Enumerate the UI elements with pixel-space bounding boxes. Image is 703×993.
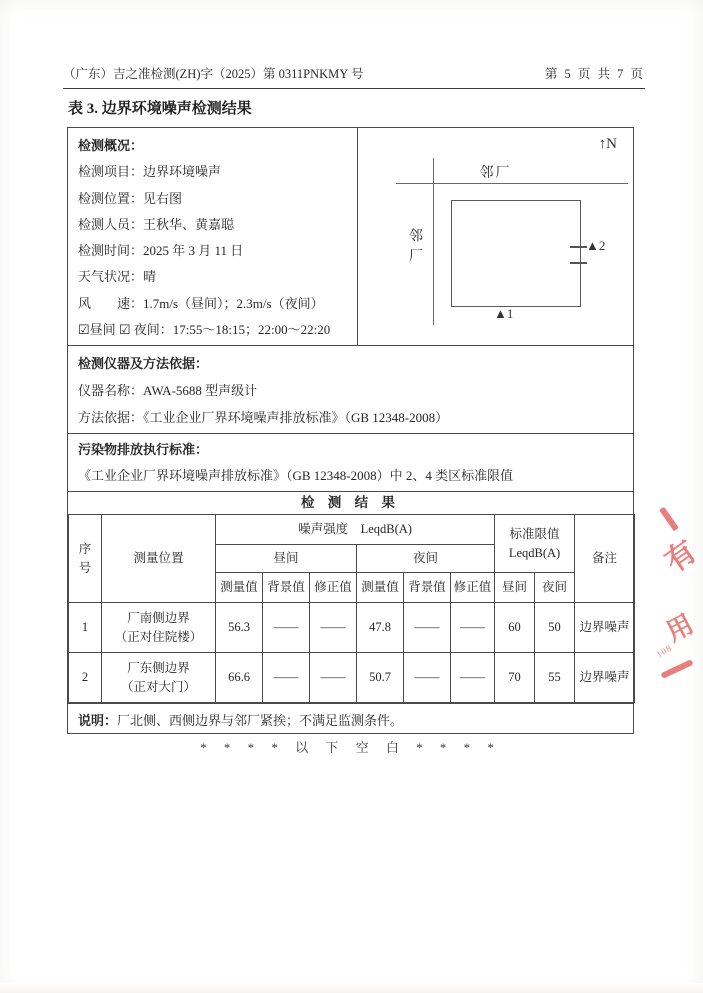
- row2-night-corrected: ——: [451, 653, 495, 703]
- site-diagram: [358, 128, 633, 345]
- method-basis: 方法依据：《工业企业厂界环境噪声排放标准》（GB 12348-2008）: [78, 410, 449, 425]
- overview-line-location: 检测位置：见右图: [78, 190, 183, 206]
- row1-day-background: ——: [263, 603, 310, 653]
- diagram-vertical-line: [433, 158, 434, 325]
- row1-night-background: ——: [404, 603, 451, 653]
- results-table: [68, 514, 635, 703]
- col-header-remark: 备注: [575, 515, 635, 603]
- standards-line: 《工业企业厂界环境噪声排放标准》（GB 12348-2008）中 2、4 类区标准限值: [78, 468, 514, 483]
- row2-day-corrected: ——: [310, 653, 357, 703]
- col-header-night-background: 背景值: [404, 573, 451, 603]
- instrument-name: 仪器名称：AWA-5688 型声级计: [78, 383, 258, 398]
- row2-remark: 边界噪声: [575, 653, 635, 703]
- row2-night-background: ——: [404, 653, 451, 703]
- north-arrow-icon: ↑N: [598, 136, 617, 152]
- measure-point-1-marker: ▲1: [494, 306, 514, 321]
- stamp-char-top: 有: [659, 534, 703, 579]
- overview-line-project: 检测项目：边界环境噪声: [78, 164, 222, 180]
- results-title: 检 测 结 果: [68, 491, 633, 514]
- table-title: 表 3. 边界环境噪声检测结果: [68, 101, 252, 117]
- neighbor-factory-top-label: 邻厂: [479, 166, 512, 181]
- row2-day-measured: 66.6: [216, 653, 263, 703]
- overview-heading: 检测概况：: [78, 138, 144, 153]
- row2-seq: 2: [69, 653, 102, 703]
- report-table: [67, 127, 634, 734]
- row1-limit-day: 60: [495, 603, 535, 653]
- factory-boundary-rectangle: [451, 200, 581, 307]
- neighbor-factory-left-label: 邻厂: [407, 228, 422, 268]
- overview-line-weather: 天气状况：晴: [78, 269, 157, 285]
- row1-seq: 1: [69, 603, 102, 653]
- overview-line-times: ☑昼间 ☑ 夜间：17:55～18:15；22:00～22:20: [78, 322, 331, 338]
- col-header-night: 夜间: [357, 545, 495, 573]
- row1-limit-night: 50: [535, 603, 575, 653]
- overview-line-personnel: 检测人员：王秋华、黄嘉聪: [78, 216, 235, 232]
- col-header-limit: 标准限值 LeqdB(A): [495, 515, 575, 573]
- row2-day-background: ——: [263, 653, 310, 703]
- measure-point-2-marker: ▲2: [586, 238, 606, 253]
- gate-tick-lower: [570, 262, 587, 264]
- table-row: [69, 603, 635, 653]
- row2-night-measured: 50.7: [357, 653, 404, 703]
- report-number: （广东）吉之准检测(ZH)字（2025）第 0311PNKMY 号: [63, 67, 364, 81]
- note-row: [68, 703, 633, 733]
- stamp-char-bottom: 用: [661, 609, 699, 648]
- stamp-small-marks: 108: [654, 642, 674, 660]
- col-header-seq: 序 号: [69, 515, 102, 603]
- note-text: 厂北侧、西侧边界与邻厂紧挨；不满足监测条件。: [117, 713, 404, 728]
- row1-night-corrected: ——: [451, 603, 495, 653]
- gate-tick-upper: [570, 246, 587, 248]
- col-header-day-corrected: 修正值: [310, 573, 357, 603]
- row2-limit-day: 70: [495, 653, 535, 703]
- col-header-noise: 噪声强度 LeqdB(A): [216, 515, 495, 545]
- row2-limit-night: 55: [535, 653, 575, 703]
- col-header-limit-night: 夜间: [535, 573, 575, 603]
- row1-night-measured: 47.8: [357, 603, 404, 653]
- red-stamp-fragment: [648, 500, 703, 700]
- col-header-day-measured: 测量值: [216, 573, 263, 603]
- scan-edge-artifact: [0, 983, 703, 993]
- page-header: [63, 64, 645, 89]
- page-number: 第 5 页 共 7 页: [544, 67, 645, 81]
- row1-day-measured: 56.3: [216, 603, 263, 653]
- row2-location: 厂东侧边界 （正对大门）: [102, 653, 216, 703]
- col-header-day: 昼间: [216, 545, 357, 573]
- table-row: [69, 653, 635, 703]
- col-header-day-background: 背景值: [263, 573, 310, 603]
- col-header-night-measured: 测量值: [357, 573, 404, 603]
- diagram-horizontal-line: [396, 183, 628, 184]
- overview-section: [68, 128, 633, 345]
- row1-remark: 边界噪声: [575, 603, 635, 653]
- col-header-night-corrected: 修正值: [451, 573, 495, 603]
- instruments-section: [68, 345, 633, 433]
- stamp-stroke-bottom: [660, 659, 693, 679]
- blank-below-note: * * * * 以 下 空 白 * * * *: [200, 740, 501, 755]
- col-header-location: 测量位置: [102, 515, 216, 603]
- note-label: 说明：: [78, 713, 118, 728]
- overview-line-wind: 风 速：1.7m/s（昼间）；2.3m/s（夜间）: [78, 295, 324, 311]
- standards-section: [68, 433, 633, 491]
- row1-location: 厂南侧边界 （正对住院楼）: [102, 603, 216, 653]
- overview-cell: [68, 128, 358, 345]
- row1-day-corrected: ——: [310, 603, 357, 653]
- col-header-limit-day: 昼间: [495, 573, 535, 603]
- instruments-heading: 检测仪器及方法依据：: [78, 356, 209, 371]
- overview-line-date: 检测时间：2025 年 3 月 11 日: [78, 243, 244, 259]
- standards-heading: 污染物排放执行标准：: [78, 442, 209, 457]
